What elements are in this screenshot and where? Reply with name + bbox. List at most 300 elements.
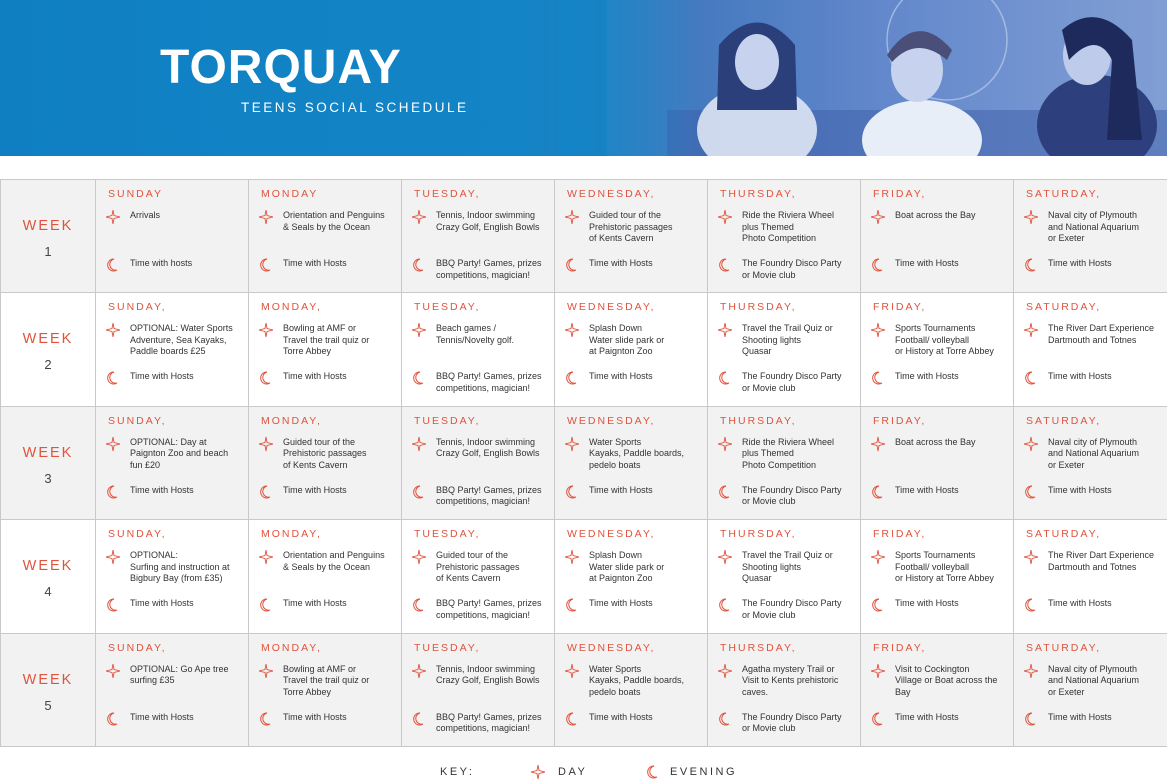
- day-cell: [861, 520, 1014, 633]
- moon-icon: [565, 598, 579, 610]
- evening-activity: [565, 371, 703, 383]
- evening-activity-text: BBQ Party! Games, prizes competitions, magician!: [436, 258, 542, 280]
- day-name: FRIDAY,: [873, 301, 927, 314]
- day-activity: [1024, 437, 1163, 472]
- moon-icon: [565, 371, 579, 383]
- day-activity: [1024, 323, 1163, 346]
- day-name: TUESDAY,: [414, 301, 481, 314]
- day-cell: [708, 406, 861, 519]
- sun-icon: [412, 437, 426, 449]
- moon-icon: [646, 765, 658, 779]
- sun-icon: [565, 210, 579, 222]
- moon-icon: [259, 485, 273, 497]
- sun-icon: [259, 323, 273, 335]
- evening-activity: [565, 712, 703, 724]
- evening-activity-text: Time with Hosts: [1048, 484, 1112, 495]
- moon-icon: [412, 371, 426, 383]
- sun-icon: [871, 323, 885, 335]
- day-activity: [718, 437, 856, 472]
- day-cell: [708, 520, 861, 633]
- day-name: FRIDAY,: [873, 188, 927, 200]
- day-cell: [96, 520, 249, 633]
- day-activity-text: Naval city of Plymouth and National Aquarium or Exeter: [1048, 663, 1140, 697]
- evening-activity: [565, 598, 703, 610]
- evening-activity-text: The Foundry Disco Party or Movie club: [742, 258, 842, 280]
- day-name: THURSDAY,: [720, 301, 797, 314]
- day-cell: [555, 406, 708, 519]
- evening-activity: [412, 371, 550, 394]
- legend-label: KEY:: [440, 766, 475, 778]
- moon-icon: [565, 712, 579, 724]
- day-activity-text: Splash Down Water slide park or at Paignton Zoo: [589, 550, 665, 584]
- day-activity-text: The River Dart Experience Dartmouth and Totnes: [1048, 323, 1155, 345]
- evening-activity: [565, 258, 703, 270]
- sun-icon: [412, 323, 426, 335]
- day-activity-text: OPTIONAL: Surfing and instruction at Bigbury Bay (from £35): [130, 550, 230, 584]
- evening-activity-text: The Foundry Disco Party or Movie club: [742, 371, 842, 393]
- week-cell: [1, 633, 96, 746]
- sun-icon: [1024, 664, 1038, 676]
- day-activity-text: Tennis, Indoor swimming Crazy Golf, English Bowls: [436, 663, 540, 686]
- sun-icon: [718, 437, 732, 449]
- week-label: WEEK: [22, 331, 74, 348]
- sun-icon: [871, 437, 885, 449]
- day-cell: [555, 520, 708, 633]
- day-activity-text: Boat across the Bay: [895, 210, 976, 220]
- day-cell: [249, 180, 402, 293]
- evening-activity-text: Time with hosts: [130, 258, 193, 268]
- day-activity: [1024, 664, 1163, 699]
- day-activity: [718, 323, 856, 358]
- day-activity: [565, 550, 703, 585]
- evening-activity: [871, 598, 1009, 610]
- evening-activity-text: Time with Hosts: [1048, 371, 1112, 382]
- day-activity-text: Sports Tournaments Football/ volleyball or History at Torre Abbey: [895, 550, 994, 584]
- sun-icon: [259, 210, 273, 222]
- day-activity-text: Bowling at AMF or Travel the trail quiz or Torre Abbey: [283, 323, 370, 357]
- evening-activity: [106, 598, 244, 610]
- day-cell: [402, 406, 555, 519]
- day-activity-text: Guided tour of the Prehistoric passages of Kents Cavern: [436, 550, 520, 584]
- moon-icon: [871, 485, 885, 497]
- day-name: TUESDAY,: [414, 528, 481, 541]
- day-activity: [718, 550, 856, 585]
- day-activity-text: Naval city of Plymouth and National Aquarium or Exeter: [1048, 210, 1140, 243]
- day-cell: [96, 633, 249, 746]
- moon-icon: [1024, 712, 1038, 724]
- day-name: THURSDAY,: [720, 414, 797, 427]
- day-activity: [565, 437, 703, 472]
- moon-icon: [412, 258, 426, 270]
- week-number: 5: [44, 697, 52, 713]
- moon-icon: [1024, 485, 1038, 497]
- sun-icon: [259, 550, 273, 562]
- evening-activity-text: Time with Hosts: [589, 371, 653, 382]
- week-cell: [1, 406, 96, 519]
- sun-icon: [871, 664, 885, 676]
- day-activity: [259, 210, 397, 233]
- moon-icon: [718, 258, 732, 270]
- evening-activity: [412, 598, 550, 621]
- day-cell: [249, 406, 402, 519]
- day-activity-text: Ride the Riviera Wheel plus Themed Photo Competition: [742, 210, 835, 243]
- evening-activity-text: BBQ Party! Games, prizes competitions, magician!: [436, 371, 542, 393]
- day-name: SATURDAY,: [1026, 414, 1102, 427]
- day-name: THURSDAY,: [720, 641, 797, 654]
- evening-activity-text: Time with Hosts: [895, 258, 959, 268]
- day-activity: [565, 664, 703, 699]
- sun-icon: [531, 765, 545, 779]
- sun-icon: [412, 664, 426, 676]
- sun-icon: [565, 550, 579, 562]
- legend-day: DAY: [558, 766, 588, 778]
- page-title: TORQUAY: [160, 41, 402, 94]
- day-activity: [412, 210, 550, 233]
- sun-icon: [1024, 323, 1038, 335]
- week-cell: [1, 293, 96, 406]
- day-cell: [1014, 293, 1167, 406]
- sun-icon: [718, 323, 732, 335]
- sun-icon: [1024, 437, 1038, 449]
- evening-activity: [1024, 485, 1163, 497]
- day-activity: [871, 210, 1009, 222]
- moon-icon: [106, 485, 120, 497]
- day-cell: [555, 633, 708, 746]
- sun-icon: [259, 664, 273, 676]
- day-activity-text: Bowling at AMF or Travel the trail quiz or Torre Abbey: [283, 663, 370, 697]
- day-name: SATURDAY,: [1026, 641, 1102, 654]
- evening-activity: [1024, 598, 1163, 610]
- day-activity: [106, 664, 244, 687]
- day-activity-text: Splash Down Water slide park or at Paignton Zoo: [589, 323, 665, 357]
- moon-icon: [412, 485, 426, 497]
- day-name: TUESDAY,: [414, 414, 481, 427]
- moon-icon: [412, 598, 426, 610]
- day-name: FRIDAY,: [873, 641, 927, 654]
- day-name: WEDNESDAY,: [567, 301, 656, 314]
- moon-icon: [259, 258, 273, 270]
- moon-icon: [718, 371, 732, 383]
- evening-activity-text: Time with Hosts: [895, 371, 959, 382]
- moon-icon: [871, 371, 885, 383]
- day-name: TUESDAY,: [414, 641, 481, 654]
- week-cell: [1, 180, 96, 293]
- evening-activity-text: Time with Hosts: [895, 598, 959, 609]
- week-row: [1, 293, 1167, 406]
- evening-activity-text: Time with Hosts: [589, 484, 653, 495]
- moon-icon: [871, 712, 885, 724]
- day-name: WEDNESDAY,: [567, 641, 656, 654]
- day-name: MONDAY: [261, 188, 319, 200]
- day-activity-text: OPTIONAL: Water Sports Adventure, Sea Kayaks, Paddle boards £25: [130, 323, 233, 357]
- evening-activity-text: Time with Hosts: [1048, 258, 1112, 268]
- evening-activity: [1024, 258, 1163, 270]
- day-activity: [565, 210, 703, 245]
- day-activity: [259, 323, 397, 358]
- evening-activity: [871, 371, 1009, 383]
- day-cell: [249, 520, 402, 633]
- day-activity-text: Orientation and Penguins & Seals by the Ocean: [283, 550, 385, 572]
- sun-icon: [718, 664, 732, 676]
- evening-activity-text: Time with Hosts: [1048, 598, 1112, 609]
- evening-activity: [106, 258, 244, 270]
- day-name: THURSDAY,: [720, 528, 797, 541]
- day-name: SATURDAY,: [1026, 528, 1102, 541]
- evening-activity-text: Time with Hosts: [895, 484, 959, 495]
- day-activity-text: Travel the Trail Quiz or Shooting lights Quasar: [742, 323, 833, 357]
- day-activity-text: Guided tour of the Prehistoric passages of Kents Cavern: [589, 210, 673, 243]
- moon-icon: [871, 258, 885, 270]
- week-number: 4: [44, 584, 52, 600]
- day-activity: [871, 550, 1009, 585]
- day-activity: [259, 550, 397, 573]
- week-label: WEEK: [22, 558, 74, 575]
- day-cell: [555, 293, 708, 406]
- evening-activity: [1024, 712, 1163, 724]
- sun-icon: [718, 210, 732, 222]
- week-number: 3: [44, 470, 52, 486]
- day-activity: [412, 323, 550, 346]
- day-activity: [412, 437, 550, 460]
- moon-icon: [106, 371, 120, 383]
- sun-icon: [565, 437, 579, 449]
- moon-icon: [718, 485, 732, 497]
- day-name: SUNDAY: [108, 188, 163, 200]
- schedule-table: [0, 179, 1167, 747]
- moon-icon: [1024, 371, 1038, 383]
- day-cell: [1014, 406, 1167, 519]
- day-cell: [1014, 180, 1167, 293]
- evening-activity-text: BBQ Party! Games, prizes competitions, magician!: [436, 711, 542, 734]
- day-cell: [96, 180, 249, 293]
- day-activity-text: Naval city of Plymouth and National Aquarium or Exeter: [1048, 436, 1140, 470]
- evening-activity: [718, 258, 856, 281]
- evening-activity: [106, 712, 244, 724]
- week-cell: [1, 520, 96, 633]
- day-activity-text: Tennis, Indoor swimming Crazy Golf, English Bowls: [436, 436, 540, 459]
- day-activity-text: OPTIONAL: Go Ape tree surfing £35: [130, 663, 229, 686]
- moon-icon: [412, 712, 426, 724]
- moon-icon: [565, 485, 579, 497]
- day-activity: [106, 437, 244, 472]
- evening-activity-text: Time with Hosts: [589, 258, 653, 268]
- evening-activity-text: Time with Hosts: [895, 711, 959, 722]
- day-cell: [861, 633, 1014, 746]
- sun-icon: [106, 210, 120, 222]
- evening-activity: [259, 371, 397, 383]
- header-banner: [0, 0, 1167, 156]
- week-label: WEEK: [22, 444, 74, 461]
- day-activity-text: Beach games / Tennis/Novelty golf.: [436, 323, 515, 345]
- sun-icon: [871, 210, 885, 222]
- evening-activity-text: Time with Hosts: [283, 598, 347, 609]
- sun-icon: [871, 550, 885, 562]
- sun-icon: [106, 664, 120, 676]
- moon-icon: [1024, 258, 1038, 270]
- day-cell: [555, 180, 708, 293]
- day-activity: [106, 210, 244, 222]
- moon-icon: [259, 712, 273, 724]
- day-activity: [412, 664, 550, 687]
- page-subtitle: TEENS SOCIAL SCHEDULE: [241, 100, 469, 115]
- day-cell: [249, 293, 402, 406]
- evening-activity: [106, 371, 244, 383]
- day-activity: [871, 323, 1009, 358]
- evening-activity-text: Time with Hosts: [283, 371, 347, 382]
- sun-icon: [106, 437, 120, 449]
- day-cell: [402, 520, 555, 633]
- evening-activity: [718, 598, 856, 621]
- sun-icon: [718, 550, 732, 562]
- sun-icon: [106, 550, 120, 562]
- sun-icon: [565, 664, 579, 676]
- sun-icon: [412, 550, 426, 562]
- day-activity: [412, 550, 550, 585]
- moon-icon: [1024, 598, 1038, 610]
- day-name: WEDNESDAY,: [567, 188, 656, 200]
- day-name: MONDAY,: [261, 528, 322, 541]
- day-name: SATURDAY,: [1026, 301, 1102, 314]
- sun-icon: [565, 323, 579, 335]
- week-number: 2: [44, 357, 52, 373]
- moon-icon: [718, 598, 732, 610]
- day-name: MONDAY,: [261, 301, 322, 314]
- day-name: MONDAY,: [261, 414, 322, 427]
- day-activity: [718, 664, 856, 699]
- day-name: SUNDAY,: [108, 414, 167, 427]
- day-activity: [871, 437, 1009, 449]
- evening-activity: [412, 712, 550, 735]
- evening-activity-text: The Foundry Disco Party or Movie club: [742, 484, 842, 507]
- moon-icon: [106, 712, 120, 724]
- sun-icon: [1024, 210, 1038, 222]
- day-activity-text: Water Sports Kayaks, Paddle boards, pedelo boats: [589, 663, 685, 697]
- evening-activity: [871, 485, 1009, 497]
- evening-activity-text: Time with Hosts: [589, 598, 653, 609]
- day-name: FRIDAY,: [873, 414, 927, 427]
- evening-activity: [1024, 371, 1163, 383]
- day-activity-text: Orientation and Penguins & Seals by the Ocean: [283, 210, 385, 232]
- evening-activity: [565, 485, 703, 497]
- evening-activity-text: Time with Hosts: [130, 484, 194, 495]
- evening-activity: [259, 712, 397, 724]
- day-activity-text: Guided tour of the Prehistoric passages of Kents Cavern: [283, 436, 367, 470]
- week-row: [1, 520, 1167, 633]
- day-name: WEDNESDAY,: [567, 414, 656, 427]
- day-activity: [106, 550, 244, 585]
- evening-activity-text: Time with Hosts: [589, 711, 653, 722]
- sun-icon: [259, 437, 273, 449]
- day-activity-text: Ride the Riviera Wheel plus Themed Photo Competition: [742, 436, 835, 470]
- day-cell: [249, 633, 402, 746]
- week-row: [1, 633, 1167, 746]
- day-activity-text: Boat across the Bay: [895, 436, 976, 447]
- day-cell: [1014, 633, 1167, 746]
- day-activity-text: Travel the Trail Quiz or Shooting lights Quasar: [742, 550, 833, 584]
- day-cell: [402, 293, 555, 406]
- day-name: THURSDAY,: [720, 188, 797, 200]
- sun-icon: [412, 210, 426, 222]
- week-label: WEEK: [22, 218, 74, 234]
- day-cell: [402, 180, 555, 293]
- evening-activity-text: Time with Hosts: [130, 598, 194, 609]
- day-activity-text: Sports Tournaments Football/ volleyball or History at Torre Abbey: [895, 323, 994, 357]
- day-cell: [861, 293, 1014, 406]
- evening-activity-text: Time with Hosts: [283, 484, 347, 495]
- day-activity-text: Agatha mystery Trail or Visit to Kents prehistoric caves.: [742, 663, 839, 697]
- week-row: [1, 180, 1167, 293]
- day-cell: [1014, 520, 1167, 633]
- evening-activity: [718, 371, 856, 394]
- moon-icon: [259, 371, 273, 383]
- day-name: SUNDAY,: [108, 301, 167, 314]
- day-cell: [96, 293, 249, 406]
- day-activity: [718, 210, 856, 245]
- evening-activity: [259, 258, 397, 270]
- moon-icon: [871, 598, 885, 610]
- evening-activity-text: BBQ Party! Games, prizes competitions, magician!: [436, 598, 542, 620]
- evening-activity: [412, 258, 550, 281]
- day-activity: [565, 323, 703, 358]
- moon-icon: [106, 598, 120, 610]
- day-name: TUESDAY,: [414, 188, 481, 200]
- evening-activity-text: Time with Hosts: [130, 371, 194, 382]
- week-number: 1: [44, 244, 52, 259]
- evening-activity: [412, 485, 550, 508]
- sun-icon: [106, 323, 120, 335]
- evening-activity: [718, 485, 856, 508]
- day-name: FRIDAY,: [873, 528, 927, 541]
- sun-icon: [1024, 550, 1038, 562]
- day-cell: [861, 406, 1014, 519]
- day-activity: [106, 323, 244, 358]
- evening-activity: [259, 598, 397, 610]
- day-name: SATURDAY,: [1026, 188, 1102, 200]
- moon-icon: [259, 598, 273, 610]
- day-activity-text: Visit to Cockington Village or Boat across the Bay: [895, 663, 998, 697]
- day-cell: [96, 406, 249, 519]
- evening-activity-text: The Foundry Disco Party or Movie club: [742, 711, 842, 734]
- day-name: SUNDAY,: [108, 641, 167, 654]
- evening-activity-text: Time with Hosts: [1048, 711, 1112, 722]
- day-name: SUNDAY,: [108, 528, 167, 541]
- evening-activity-text: BBQ Party! Games, prizes competitions, magician!: [436, 484, 542, 507]
- day-cell: [402, 633, 555, 746]
- day-activity: [259, 437, 397, 472]
- evening-activity: [871, 258, 1009, 270]
- day-name: WEDNESDAY,: [567, 528, 656, 541]
- day-cell: [861, 180, 1014, 293]
- evening-activity-text: Time with Hosts: [283, 711, 347, 722]
- day-cell: [708, 180, 861, 293]
- evening-activity: [259, 485, 397, 497]
- day-activity-text: Arrivals: [130, 210, 161, 220]
- day-cell: [708, 633, 861, 746]
- day-cell: [708, 293, 861, 406]
- day-activity-text: Tennis, Indoor swimming Crazy Golf, English Bowls: [436, 210, 540, 232]
- evening-activity: [106, 485, 244, 497]
- moon-icon: [106, 258, 120, 270]
- day-activity-text: The River Dart Experience Dartmouth and Totnes: [1048, 550, 1155, 572]
- evening-activity-text: Time with Hosts: [283, 258, 347, 268]
- day-activity-text: Water Sports Kayaks, Paddle boards, pedelo boats: [589, 436, 685, 470]
- legend: [0, 764, 1167, 782]
- day-activity: [1024, 210, 1163, 245]
- week-row: [1, 406, 1167, 519]
- moon-icon: [718, 712, 732, 724]
- moon-icon: [565, 258, 579, 270]
- day-name: MONDAY,: [261, 641, 322, 654]
